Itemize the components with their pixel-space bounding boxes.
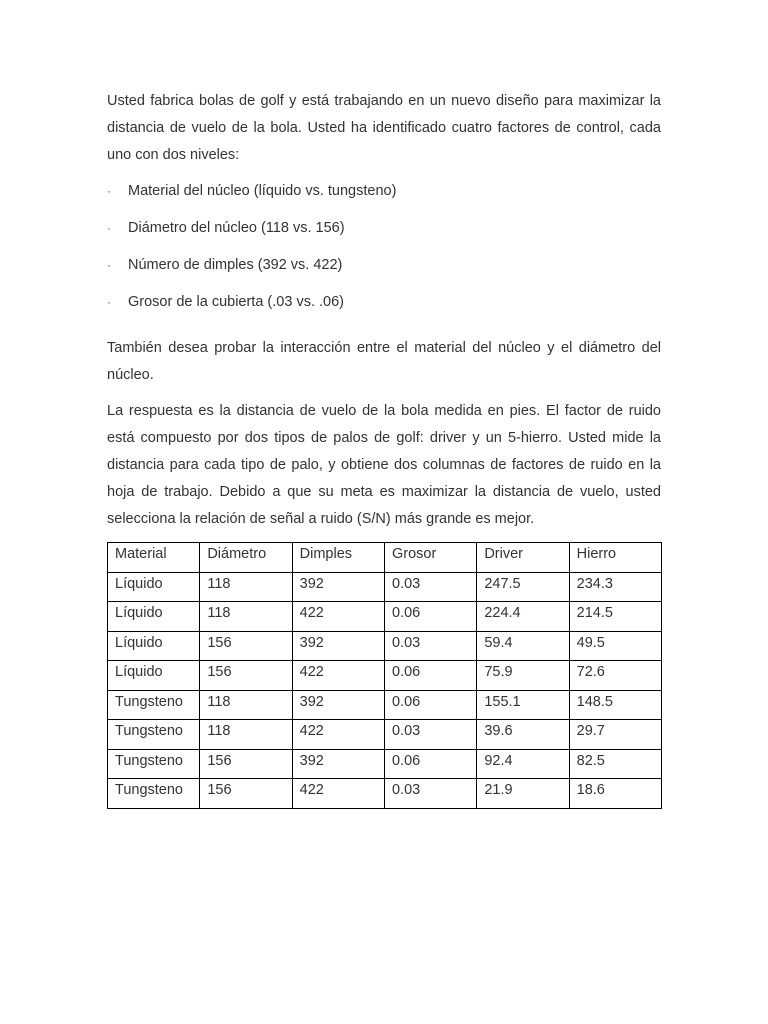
factor-list — [107, 178, 661, 326]
table-row — [108, 779, 662, 809]
table-cell: Tungsteno — [108, 779, 200, 809]
table-cell: 0.06 — [384, 690, 476, 720]
table-cell: 392 — [292, 631, 384, 661]
table-cell: 0.06 — [384, 602, 476, 632]
table-cell: 72.6 — [569, 661, 661, 691]
table-cell: 156 — [200, 661, 292, 691]
table-header-row — [108, 543, 662, 573]
table-row — [108, 661, 662, 691]
table-cell: Tungsteno — [108, 690, 200, 720]
factor-item — [107, 289, 661, 326]
table-cell: 0.03 — [384, 631, 476, 661]
table-cell: 422 — [292, 720, 384, 750]
response-paragraph: La respuesta es la distancia de vuelo de la bola medida en pies. El factor de ruido está compuesto por dos tipos de palos de golf: driver y un 5-hierro. Usted mide la distancia para cada tipo de palo, y obtiene dos columnas de factores de ruido en la hoja de trabajo. Debido a que su meta es maximizar la distancia de vuelo, usted selecciona la relación de señal a ruido (S/N) más grande es mejor. — [107, 403, 661, 527]
factor-item — [107, 178, 661, 215]
table-row — [108, 690, 662, 720]
table-header-cell: Grosor — [384, 543, 476, 573]
table-cell: 224.4 — [477, 602, 569, 632]
factor-text: Grosor de la cubierta (.03 vs. .06) — [128, 294, 344, 310]
table-header-cell: Driver — [477, 543, 569, 573]
table-row — [108, 572, 662, 602]
table-header-cell: Hierro — [569, 543, 661, 573]
factor-item — [107, 252, 661, 289]
table-cell: Tungsteno — [108, 749, 200, 779]
table-cell: 155.1 — [477, 690, 569, 720]
bullet-icon: · — [107, 295, 111, 309]
table-cell: Líquido — [108, 602, 200, 632]
table-cell: 247.5 — [477, 572, 569, 602]
table-cell: 29.7 — [569, 720, 661, 750]
table-cell: 156 — [200, 749, 292, 779]
table-cell: 422 — [292, 779, 384, 809]
table-cell: 214.5 — [569, 602, 661, 632]
table-cell: 59.4 — [477, 631, 569, 661]
table-cell: 82.5 — [569, 749, 661, 779]
table-row — [108, 749, 662, 779]
factor-item — [107, 215, 661, 252]
table-cell: 148.5 — [569, 690, 661, 720]
table-cell: Líquido — [108, 661, 200, 691]
table-header-cell: Diámetro — [200, 543, 292, 573]
table-cell: 156 — [200, 631, 292, 661]
table-cell: 0.06 — [384, 749, 476, 779]
bullet-icon: · — [107, 258, 111, 272]
table-cell: 0.03 — [384, 572, 476, 602]
table-cell: 118 — [200, 690, 292, 720]
table-row — [108, 602, 662, 632]
table-cell: 392 — [292, 749, 384, 779]
table-cell: Tungsteno — [108, 720, 200, 750]
table-cell: 75.9 — [477, 661, 569, 691]
factor-text: Diámetro del núcleo (118 vs. 156) — [128, 220, 345, 236]
table-cell: 0.06 — [384, 661, 476, 691]
bullet-icon: · — [107, 221, 111, 235]
table-cell: 0.03 — [384, 720, 476, 750]
table-cell: 118 — [200, 572, 292, 602]
document-page — [107, 88, 661, 809]
data-table — [107, 542, 662, 809]
table-cell: 422 — [292, 602, 384, 632]
table-cell: 118 — [200, 602, 292, 632]
table-cell: 392 — [292, 690, 384, 720]
factor-text: Número de dimples (392 vs. 422) — [128, 257, 343, 273]
interaction-paragraph: También desea probar la interacción entre el material del núcleo y el diámetro del núcleo. — [107, 340, 661, 383]
bullet-icon: · — [107, 184, 111, 198]
factor-text: Material del núcleo (líquido vs. tungsteno) — [128, 183, 397, 199]
table-cell: 21.9 — [477, 779, 569, 809]
table-cell: 0.03 — [384, 779, 476, 809]
intro-paragraph: Usted fabrica bolas de golf y está trabajando en un nuevo diseño para maximizar la distancia de vuelo de la bola. Usted ha identificado cuatro factores de control, cada uno con dos niveles: — [107, 93, 661, 163]
table-cell: 18.6 — [569, 779, 661, 809]
table-cell: 156 — [200, 779, 292, 809]
table-cell: Líquido — [108, 631, 200, 661]
table-row — [108, 720, 662, 750]
table-cell: 49.5 — [569, 631, 661, 661]
table-cell: Líquido — [108, 572, 200, 602]
table-cell: 92.4 — [477, 749, 569, 779]
table-cell: 39.6 — [477, 720, 569, 750]
table-header-cell: Dimples — [292, 543, 384, 573]
table-header-cell: Material — [108, 543, 200, 573]
table-cell: 392 — [292, 572, 384, 602]
table-cell: 118 — [200, 720, 292, 750]
table-cell: 234.3 — [569, 572, 661, 602]
table-row — [108, 631, 662, 661]
table-cell: 422 — [292, 661, 384, 691]
